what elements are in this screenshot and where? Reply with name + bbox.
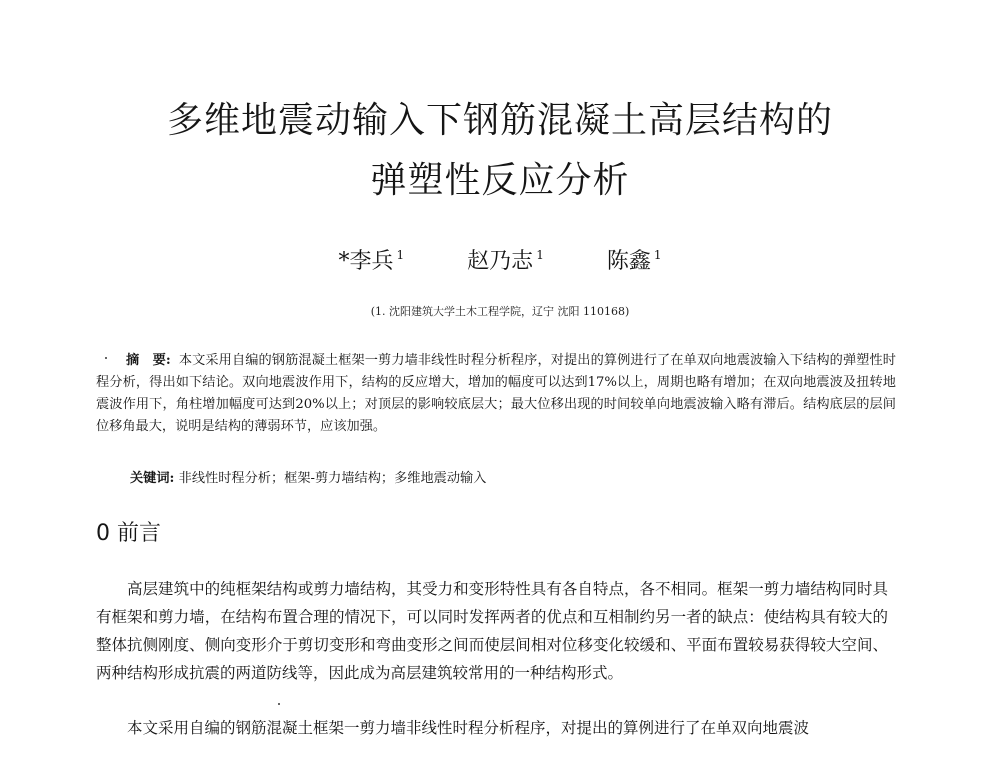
scan-speck: [105, 357, 107, 359]
author-1-name: *李兵: [338, 249, 394, 274]
author-3: [607, 244, 662, 275]
author-2: [467, 244, 544, 275]
keywords: [130, 467, 890, 486]
author-2-affiliation-mark: 1: [536, 248, 544, 262]
author-3-affiliation-mark: 1: [653, 248, 662, 262]
paper-title-line-1: 多维地震动输入下钢筋混凝土高层结构的: [166, 100, 833, 141]
keywords-label: 关键词:: [130, 471, 175, 486]
author-list: [0, 244, 1000, 275]
body-paragraph: 高层建筑中的纯框架结构或剪力墙结构，其受力和变形特性具有各自特点，各不相同。框架一剪力墙结构同时具有框架和剪力墙，在结构布置合理的情况下，可以同时发挥两者的优点和互相制约另一者的缺点：使结构具有较大的整体抗侧刚度、侧向变形介于剪切变形和弯曲变形之间而使层间相对位移变化较缓和、平面布置较易获得较大空间、两种结构形成抗震的两道防线等，因此成为高层建筑较常用的一种结构形式。: [96, 580, 888, 682]
body-paragraph: 本文采用自编的钢筋混凝土框架一剪力墙非线性时程分析程序，对提出的算例进行了在单双向地震波: [127, 719, 810, 737]
abstract-text: 本文采用自编的钢筋混凝土框架一剪力墙非线性时程分析程序，对提出的算例进行了在单双向地震波输入下结构的弹塑性时程分析，得出如下结论。双向地震波作用下，结构的反应增大，增加的幅度可以达到17%以上，周期也略有增加；在双向地震波及扭转地震波作用下，角柱增加幅度可达到20%以上；对顶层的影响较底层大；最大位移出现的时间较单向地震波输入略有滞后。结构底层的层间位移角最大，说明是结构的薄弱环节，应该加强。: [96, 353, 896, 434]
paper-title-line-2: 弹塑性反应分析: [370, 160, 630, 201]
abstract: [96, 350, 896, 438]
author-1-affiliation-mark: 1: [396, 248, 405, 262]
section-heading-introduction: 0 前言: [96, 521, 161, 546]
abstract-label: 摘 要:: [126, 353, 171, 368]
keywords-text: 非线性时程分析；框架-剪力墙结构；多维地震动输入: [178, 471, 487, 486]
scan-speck: [278, 703, 280, 705]
author-3-name: 陈鑫: [606, 249, 651, 274]
author-affiliation: (1. 沈阳建筑大学土木工程学院，辽宁 沈阳 110168): [370, 305, 630, 318]
author-1: [339, 244, 405, 275]
author-2-name: 赵乃志: [467, 249, 534, 274]
